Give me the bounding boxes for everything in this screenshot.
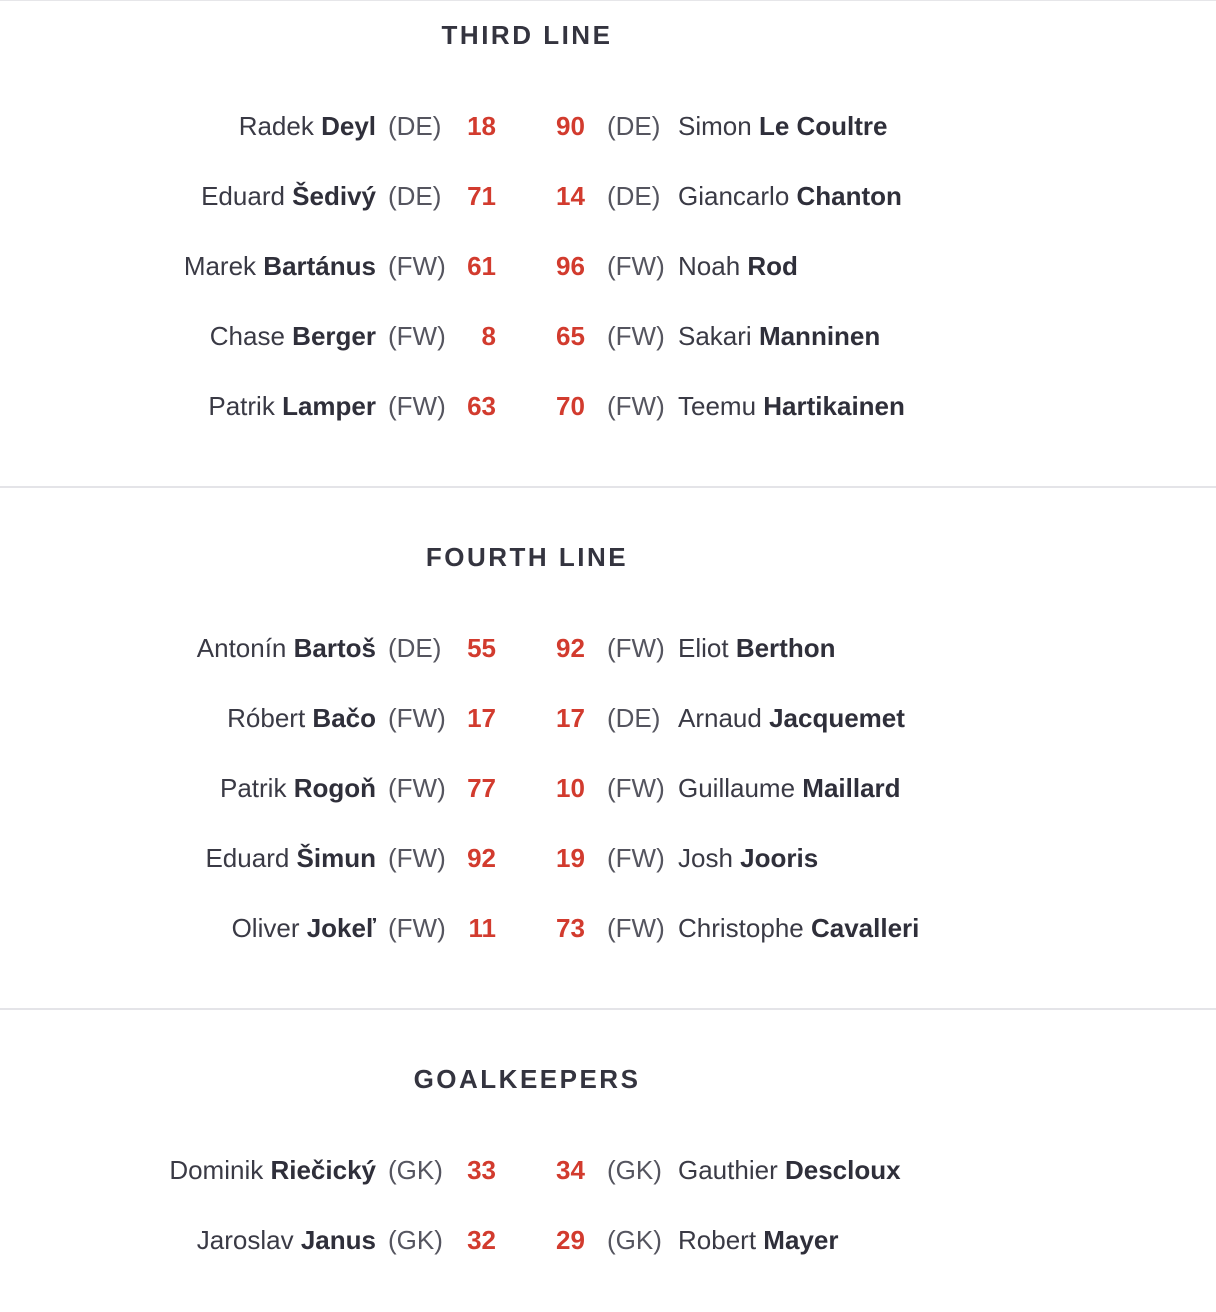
home-last-name: Bačo bbox=[312, 703, 376, 733]
away-last-name: Berthon bbox=[735, 633, 836, 663]
away-first-name: Christophe bbox=[678, 913, 804, 943]
home-player-name[interactable] bbox=[227, 698, 376, 738]
home-player-name[interactable] bbox=[208, 386, 376, 426]
home-player-name[interactable] bbox=[205, 838, 376, 878]
away-position: (FW) bbox=[607, 391, 665, 421]
away-last-name: Mayer bbox=[763, 1225, 839, 1255]
lineup-row bbox=[0, 698, 1216, 738]
away-position: (FW) bbox=[607, 321, 665, 351]
away-jersey-number: 92 bbox=[556, 633, 585, 663]
away-last-name: Maillard bbox=[802, 773, 901, 803]
home-jersey-number: 17 bbox=[467, 703, 496, 733]
home-position: (FW) bbox=[388, 773, 446, 803]
away-jersey-number: 70 bbox=[556, 391, 585, 421]
home-first-name: Eduard bbox=[205, 843, 290, 873]
home-jersey-number: 18 bbox=[467, 111, 496, 141]
home-last-name: Janus bbox=[300, 1225, 376, 1255]
away-jersey-number: 19 bbox=[556, 843, 585, 873]
home-position: (DE) bbox=[388, 111, 442, 141]
home-last-name: Jokeľ bbox=[306, 913, 376, 943]
home-last-name: Šimun bbox=[296, 843, 376, 873]
home-jersey-number: 77 bbox=[467, 773, 496, 803]
away-jersey-number: 10 bbox=[556, 773, 585, 803]
home-last-name: Riečický bbox=[270, 1155, 376, 1185]
lineup-row bbox=[0, 106, 1216, 146]
section-divider bbox=[0, 1008, 1216, 1010]
away-player-name[interactable] bbox=[678, 698, 905, 738]
home-first-name: Oliver bbox=[231, 913, 300, 943]
home-jersey-number: 33 bbox=[467, 1155, 496, 1185]
home-position: (FW) bbox=[388, 703, 446, 733]
away-jersey-number: 17 bbox=[556, 703, 585, 733]
away-position: (FW) bbox=[607, 913, 665, 943]
section-title: GOALKEEPERS bbox=[413, 1064, 641, 1094]
section-title: FOURTH LINE bbox=[425, 542, 629, 572]
away-first-name: Robert bbox=[678, 1225, 757, 1255]
lineup-row bbox=[0, 908, 1216, 948]
away-player-name[interactable] bbox=[678, 386, 905, 426]
away-first-name: Teemu bbox=[678, 391, 757, 421]
away-jersey-number: 34 bbox=[556, 1155, 585, 1185]
home-last-name: Lamper bbox=[282, 391, 376, 421]
away-first-name: Guillaume bbox=[678, 773, 796, 803]
away-jersey-number: 14 bbox=[556, 181, 585, 211]
home-last-name: Bartánus bbox=[263, 251, 376, 281]
away-last-name: Descloux bbox=[784, 1155, 901, 1185]
home-player-name[interactable] bbox=[201, 176, 376, 216]
lineup-row bbox=[0, 838, 1216, 878]
home-jersey-number: 63 bbox=[467, 391, 496, 421]
away-first-name: Sakari bbox=[678, 321, 752, 351]
away-player-name[interactable] bbox=[678, 316, 880, 356]
home-jersey-number: 55 bbox=[467, 633, 496, 663]
home-player-name[interactable] bbox=[239, 106, 376, 146]
away-player-name[interactable] bbox=[678, 246, 798, 286]
home-player-name[interactable] bbox=[169, 1150, 376, 1190]
away-position: (FW) bbox=[607, 843, 665, 873]
away-last-name: Hartikainen bbox=[763, 391, 905, 421]
lineup-row bbox=[0, 1150, 1216, 1190]
home-first-name: Marek bbox=[183, 251, 257, 281]
lineup-row bbox=[0, 316, 1216, 356]
away-first-name: Eliot bbox=[678, 633, 729, 663]
away-first-name: Arnaud bbox=[678, 703, 762, 733]
lineup-row bbox=[0, 246, 1216, 286]
home-position: (DE) bbox=[388, 633, 442, 663]
home-player-name[interactable] bbox=[197, 628, 376, 668]
home-player-name[interactable] bbox=[220, 768, 376, 808]
away-player-name[interactable] bbox=[678, 838, 818, 878]
away-position: (DE) bbox=[607, 181, 661, 211]
away-last-name: Rod bbox=[747, 251, 798, 281]
away-jersey-number: 90 bbox=[556, 111, 585, 141]
home-player-name[interactable] bbox=[210, 316, 376, 356]
away-jersey-number: 73 bbox=[556, 913, 585, 943]
away-first-name: Noah bbox=[678, 251, 741, 281]
away-last-name: Chanton bbox=[796, 181, 902, 211]
away-first-name: Giancarlo bbox=[678, 181, 790, 211]
home-first-name: Patrik bbox=[219, 773, 287, 803]
away-first-name: Gauthier bbox=[678, 1155, 778, 1185]
home-position: (FW) bbox=[388, 843, 446, 873]
home-position: (GK) bbox=[388, 1225, 443, 1255]
lineup-row bbox=[0, 768, 1216, 808]
home-jersey-number: 32 bbox=[467, 1225, 496, 1255]
home-last-name: Berger bbox=[292, 321, 376, 351]
home-first-name: Eduard bbox=[201, 181, 285, 211]
home-position: (FW) bbox=[388, 391, 446, 421]
home-position: (FW) bbox=[388, 321, 446, 351]
home-first-name: Radek bbox=[238, 111, 314, 141]
home-last-name: Bartoš bbox=[293, 633, 376, 663]
top-divider bbox=[0, 0, 1216, 1]
away-player-name[interactable] bbox=[678, 768, 901, 808]
home-last-name: Šedivý bbox=[292, 181, 376, 211]
away-jersey-number: 65 bbox=[556, 321, 585, 351]
home-jersey-number: 71 bbox=[467, 181, 496, 211]
away-position: (FW) bbox=[607, 773, 665, 803]
away-last-name: Jooris bbox=[740, 843, 819, 873]
lineup-row bbox=[0, 1220, 1216, 1260]
home-jersey-number: 92 bbox=[467, 843, 496, 873]
away-player-name[interactable] bbox=[678, 106, 888, 146]
home-position: (DE) bbox=[388, 181, 442, 211]
away-last-name: Manninen bbox=[758, 321, 881, 351]
home-first-name: Antonín bbox=[196, 633, 287, 663]
away-last-name: Jacquemet bbox=[769, 703, 905, 733]
home-first-name: Dominik bbox=[169, 1155, 264, 1185]
away-first-name: Josh bbox=[678, 843, 733, 873]
section-title: THIRD LINE bbox=[441, 20, 613, 50]
away-first-name: Simon bbox=[678, 111, 752, 141]
home-jersey-number: 8 bbox=[481, 321, 496, 351]
home-jersey-number: 61 bbox=[467, 251, 496, 281]
home-first-name: Chase bbox=[209, 321, 285, 351]
home-first-name: Patrik bbox=[208, 391, 275, 421]
away-player-name[interactable] bbox=[678, 1150, 901, 1190]
lineup-row bbox=[0, 628, 1216, 668]
home-player-name[interactable] bbox=[232, 908, 376, 948]
home-last-name: Deyl bbox=[321, 111, 376, 141]
home-position: (GK) bbox=[388, 1155, 443, 1185]
away-position: (DE) bbox=[607, 703, 661, 733]
home-position: (FW) bbox=[388, 251, 446, 281]
away-position: (GK) bbox=[607, 1155, 662, 1185]
away-jersey-number: 96 bbox=[556, 251, 585, 281]
home-player-name[interactable] bbox=[197, 1220, 376, 1260]
away-player-name[interactable] bbox=[678, 1220, 838, 1260]
home-first-name: Róbert bbox=[227, 703, 306, 733]
away-player-name[interactable] bbox=[678, 908, 919, 948]
away-last-name: Cavalleri bbox=[810, 913, 920, 943]
away-position: (FW) bbox=[607, 633, 665, 663]
home-position: (FW) bbox=[388, 913, 446, 943]
home-last-name: Rogoň bbox=[293, 773, 376, 803]
away-position: (DE) bbox=[607, 111, 661, 141]
away-position: (GK) bbox=[607, 1225, 662, 1255]
home-jersey-number: 11 bbox=[468, 913, 496, 943]
section-divider bbox=[0, 486, 1216, 488]
away-position: (FW) bbox=[607, 251, 665, 281]
away-last-name: Le Coultre bbox=[758, 111, 888, 141]
home-player-name[interactable] bbox=[184, 246, 376, 286]
lineup-row bbox=[0, 176, 1216, 216]
away-jersey-number: 29 bbox=[556, 1225, 585, 1255]
away-player-name[interactable] bbox=[678, 628, 835, 668]
away-player-name[interactable] bbox=[678, 176, 902, 216]
lineup-row bbox=[0, 386, 1216, 426]
home-first-name: Jaroslav bbox=[196, 1225, 294, 1255]
